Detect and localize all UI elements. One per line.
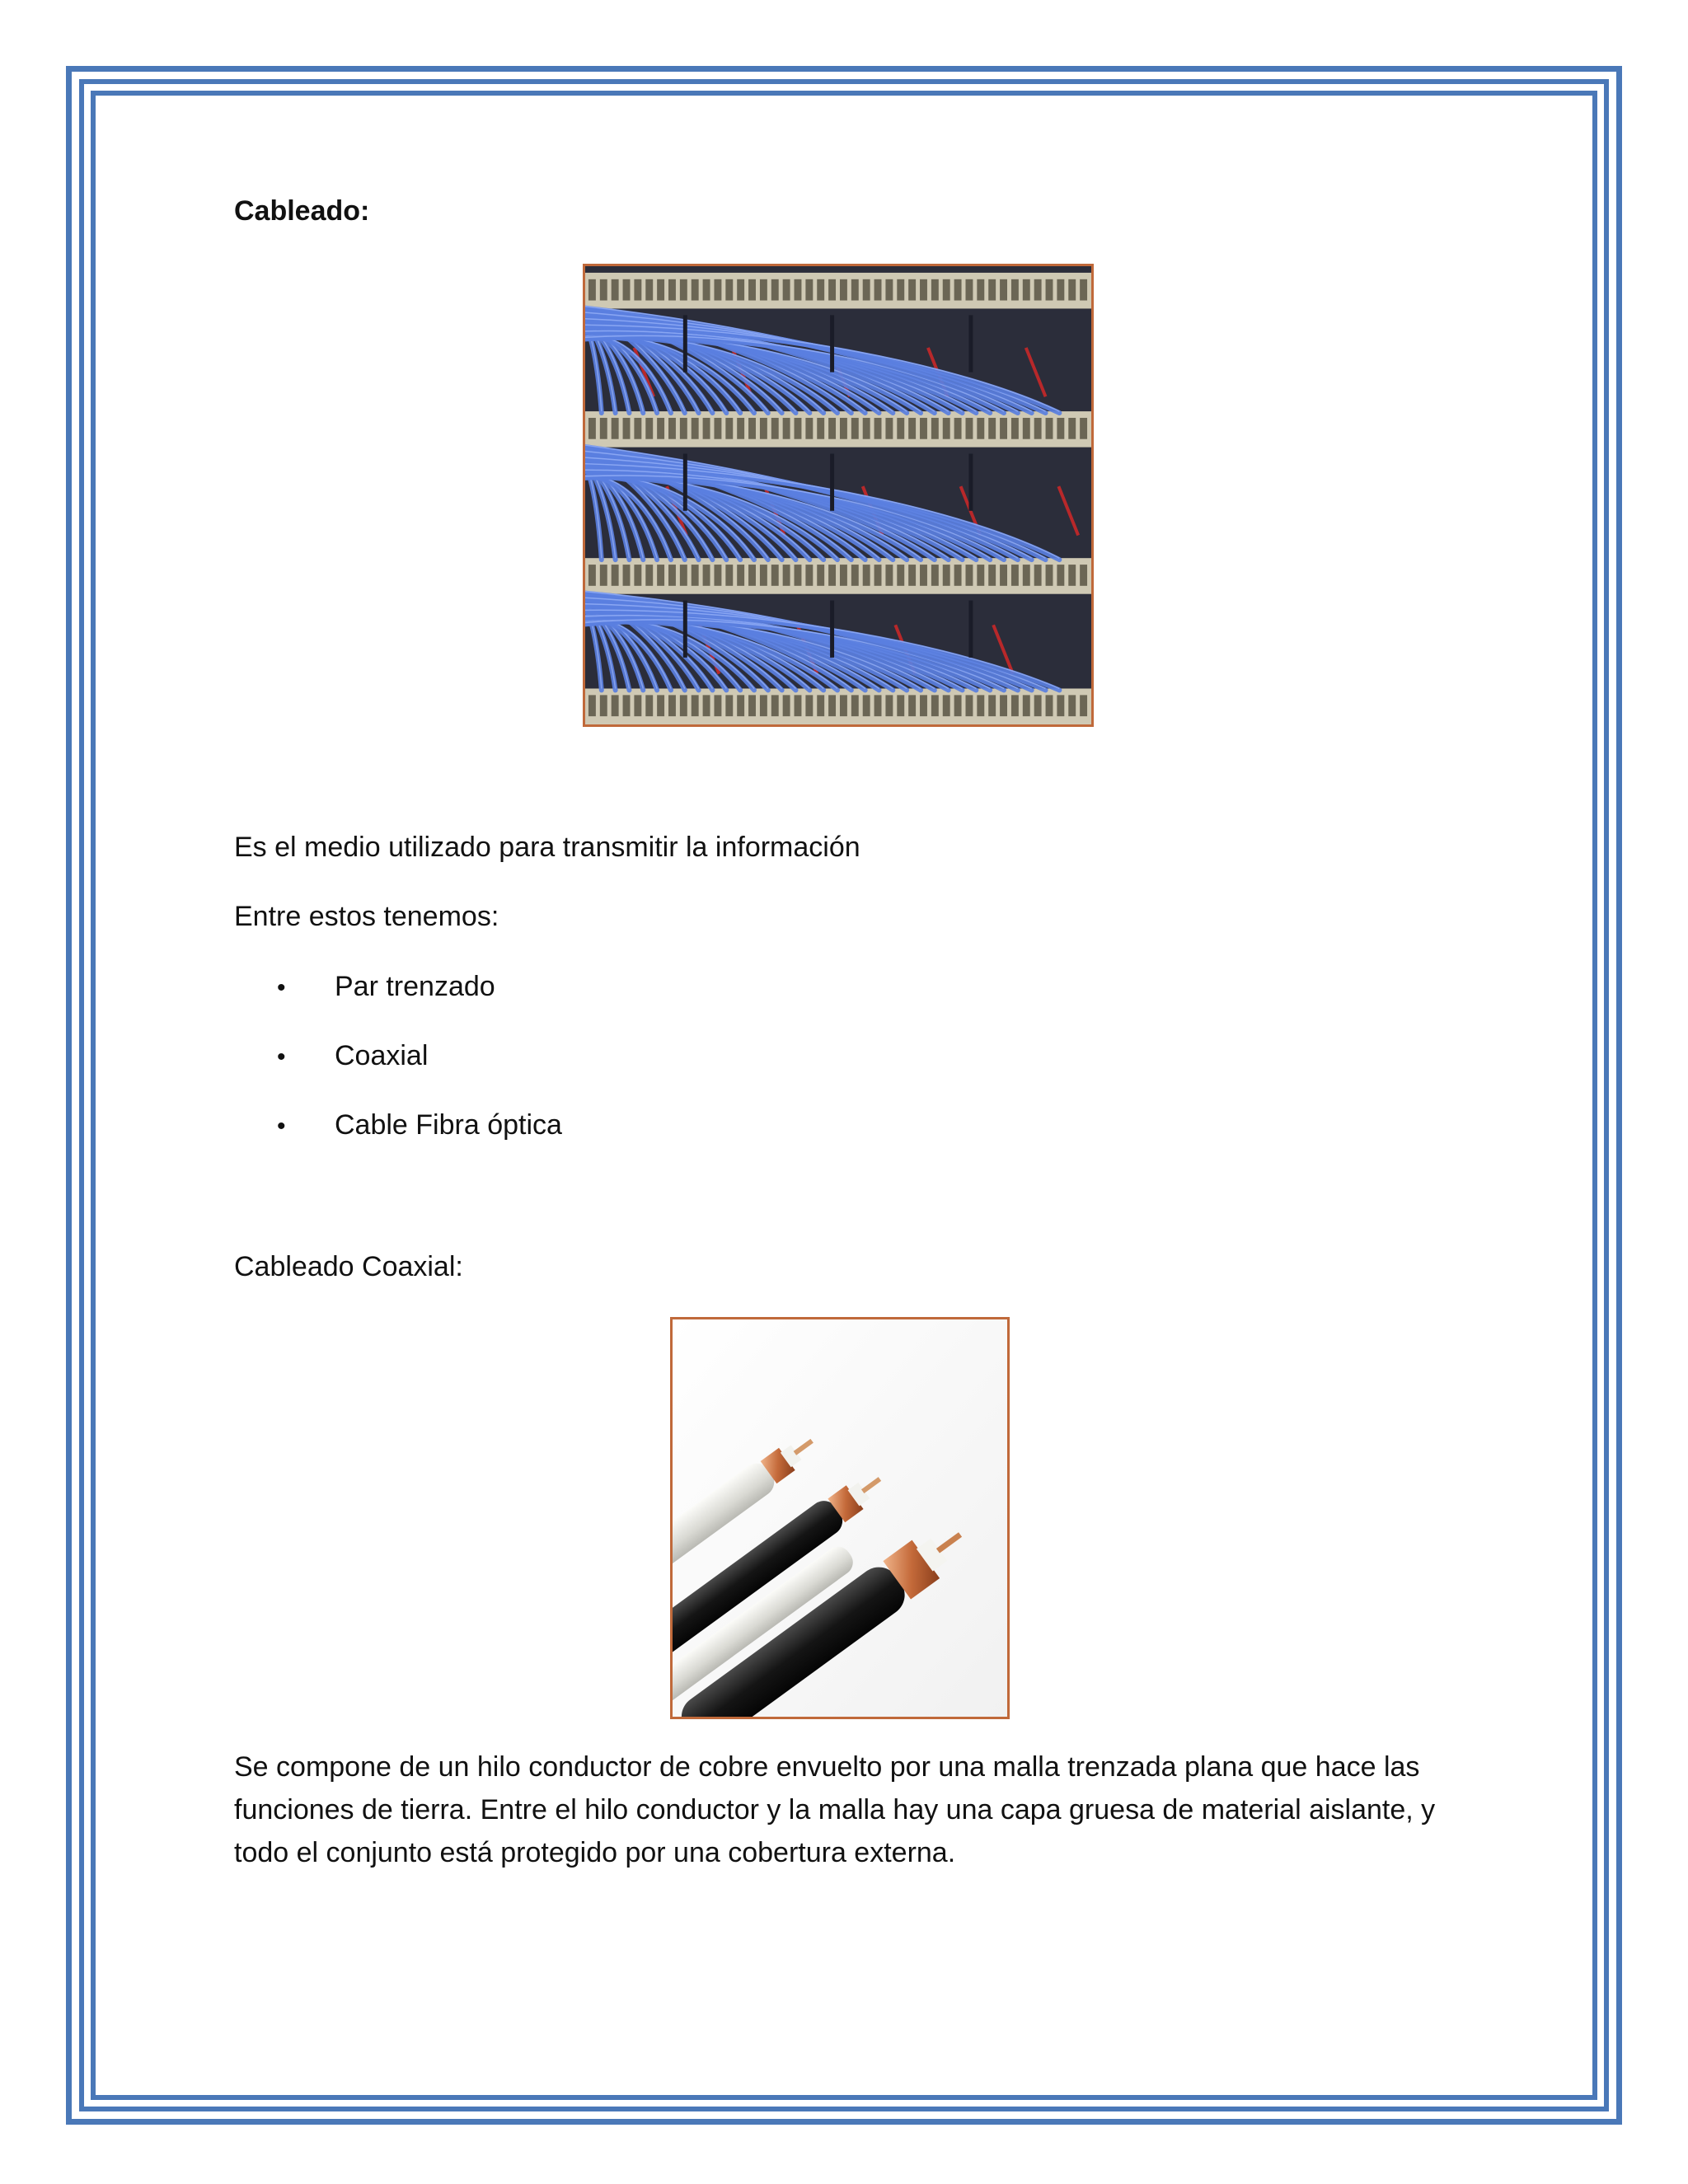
list-item-label: Coaxial: [335, 1040, 429, 1071]
coax-description-paragraph: Se compone de un hilo conductor de cobre envuelto por una malla trenzada plana que hace las funciones de tierra. Entre el hilo conductor y la malla hay una capa gruesa de material aislante, y todo el conjunto está protegido por una cobertura externa.: [234, 1751, 1436, 1868]
bullet-icon: •: [277, 1113, 286, 1140]
list-item-label: Par trenzado: [335, 971, 495, 1002]
patch-panel-image: [583, 264, 1094, 727]
coax-heading: Cableado Coaxial:: [234, 1251, 463, 1282]
list-item-label: Cable Fibra óptica: [335, 1109, 562, 1141]
patch-panel-cables-illustration: [585, 266, 1091, 724]
list-intro-text: Entre estos tenemos:: [234, 901, 499, 932]
list-item: [277, 1107, 562, 1145]
coaxial-cables-illustration: [673, 1319, 1007, 1717]
list-item: [277, 968, 495, 1006]
section-heading-cableado: Cableado:: [234, 195, 370, 227]
intro-text: Es el medio utilizado para transmitir la información: [234, 832, 860, 863]
list-item: [277, 1038, 428, 1076]
bullet-icon: •: [277, 1043, 286, 1071]
coax-cables-image: [670, 1317, 1010, 1719]
bullet-icon: •: [277, 974, 286, 1001]
